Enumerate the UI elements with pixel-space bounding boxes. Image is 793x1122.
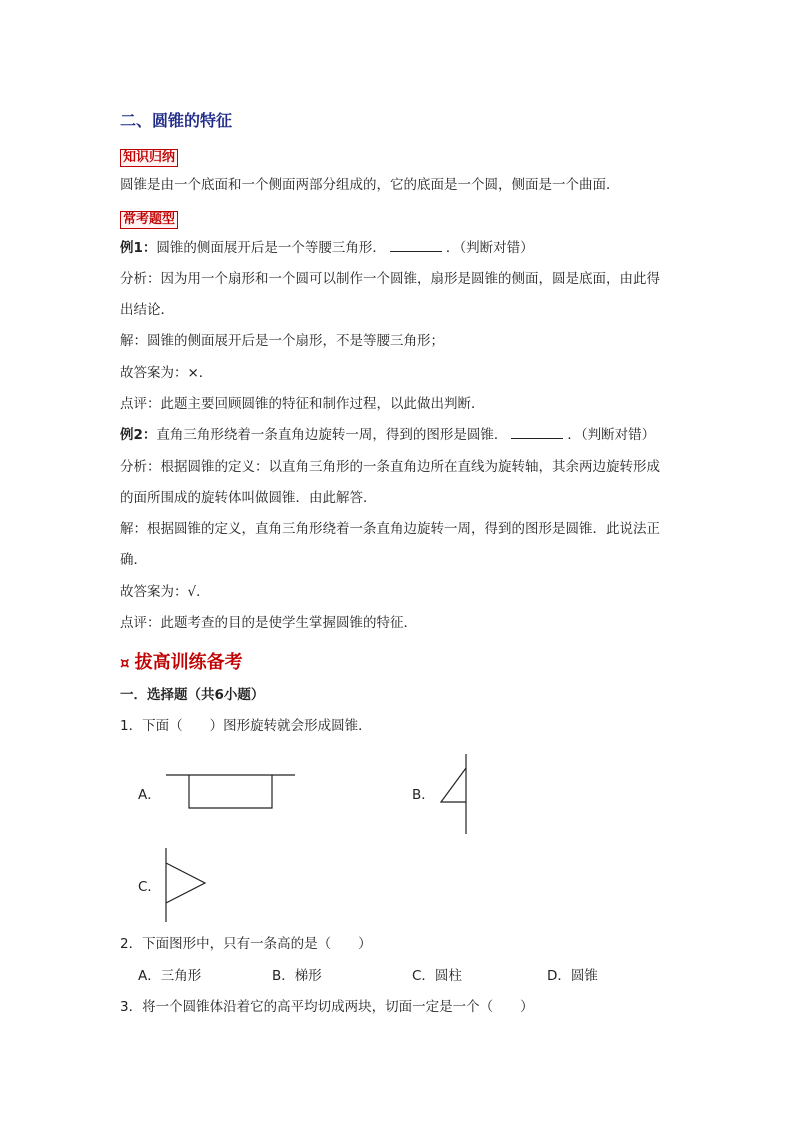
tag-knowledge	[120, 146, 178, 167]
ex1-analysis-1: 分析：因为用一个扇形和一个圆可以制作一个圆锥，扇形是圆锥的侧面，圆是底面，由此得	[120, 271, 660, 287]
q2-option-c: C．圆柱	[412, 968, 462, 984]
q2-option-d: D．圆锥	[547, 968, 598, 984]
ex1-blank	[390, 239, 442, 252]
ex1-question-text: 圆锥的侧面展开后是一个等腰三角形．	[156, 240, 386, 256]
practice-title: 拔高训练备考	[134, 652, 243, 673]
q1-option-b-label: B．	[412, 787, 435, 803]
ex1-answer: 故答案为：×．	[120, 365, 213, 381]
q1-option-a-label: A．	[138, 787, 161, 803]
ex2-blank	[511, 426, 563, 439]
q2-option-a: A．三角形	[138, 968, 202, 984]
ex1-analysis-2: 出结论．	[120, 302, 174, 318]
ex2-answer: 故答案为：√．	[120, 584, 210, 600]
tag-knowledge-label: 知识归纳	[120, 149, 178, 167]
ex1-label: 例1：	[120, 240, 157, 256]
ex2-comment: 点评：此题考查的目的是使学生掌握圆锥的特征．	[120, 615, 417, 631]
ex2-solution-2: 确．	[120, 552, 147, 568]
ex2-question	[120, 426, 655, 444]
q1-text: 1．下面（ ）图形旋转就会形成圆锥．	[120, 718, 372, 734]
knowledge-text: 圆锥是由一个底面和一个侧面两部分组成的，它的底面是一个圆，侧面是一个曲面．	[120, 177, 620, 193]
ex1-comment: 点评：此题主要回顾圆锥的特征和制作过程，以此做出判断．	[120, 396, 485, 412]
q2-text: 2．下面图形中，只有一条高的是（ ）	[120, 936, 372, 952]
q1-option-c-label: C．	[138, 879, 161, 895]
ex2-solution-1: 解：根据圆锥的定义，直角三角形绕着一条直角边旋转一周，得到的图形是圆锥．此说法正	[120, 521, 660, 537]
q1-option-a-figure	[160, 770, 300, 815]
ex2-question-text: 直角三角形绕着一条直角边旋转一周，得到的图形是圆锥．	[156, 427, 508, 443]
q1-option-c-figure	[158, 845, 213, 925]
ex1-suffix: ．（判断对错）	[445, 240, 534, 256]
tag-common-label: 常考题型	[120, 211, 178, 229]
practice-marker-icon: ¤	[120, 654, 130, 672]
triangle-shape	[166, 863, 205, 903]
ex1-question	[120, 239, 534, 257]
ex2-analysis-2: 的面所围成的旋转体叫做圆锥．由此解答．	[120, 490, 377, 506]
choice-header: 一．选择题（共6小题）	[120, 687, 265, 703]
tag-common	[120, 208, 178, 229]
ex2-label: 例2：	[120, 427, 157, 443]
q2-option-b: B．梯形	[272, 968, 322, 984]
q3-text: 3．将一个圆锥体沿着它的高平均切成两块，切面一定是一个（ ）	[120, 999, 534, 1015]
ex2-suffix: ．（判断对错）	[567, 427, 656, 443]
q1-option-b-figure	[434, 752, 474, 837]
section-title: 二、圆锥的特征	[120, 111, 233, 130]
practice-heading	[120, 648, 243, 674]
ex1-solution: 解：圆锥的侧面展开后是一个扇形，不是等腰三角形；	[120, 333, 444, 349]
rectangle-shape	[189, 775, 272, 808]
ex2-analysis-1: 分析：根据圆锥的定义：以直角三角形的一条直角边所在直线为旋转轴，其余两边旋转形成	[120, 459, 660, 475]
triangle-shape	[441, 768, 466, 802]
